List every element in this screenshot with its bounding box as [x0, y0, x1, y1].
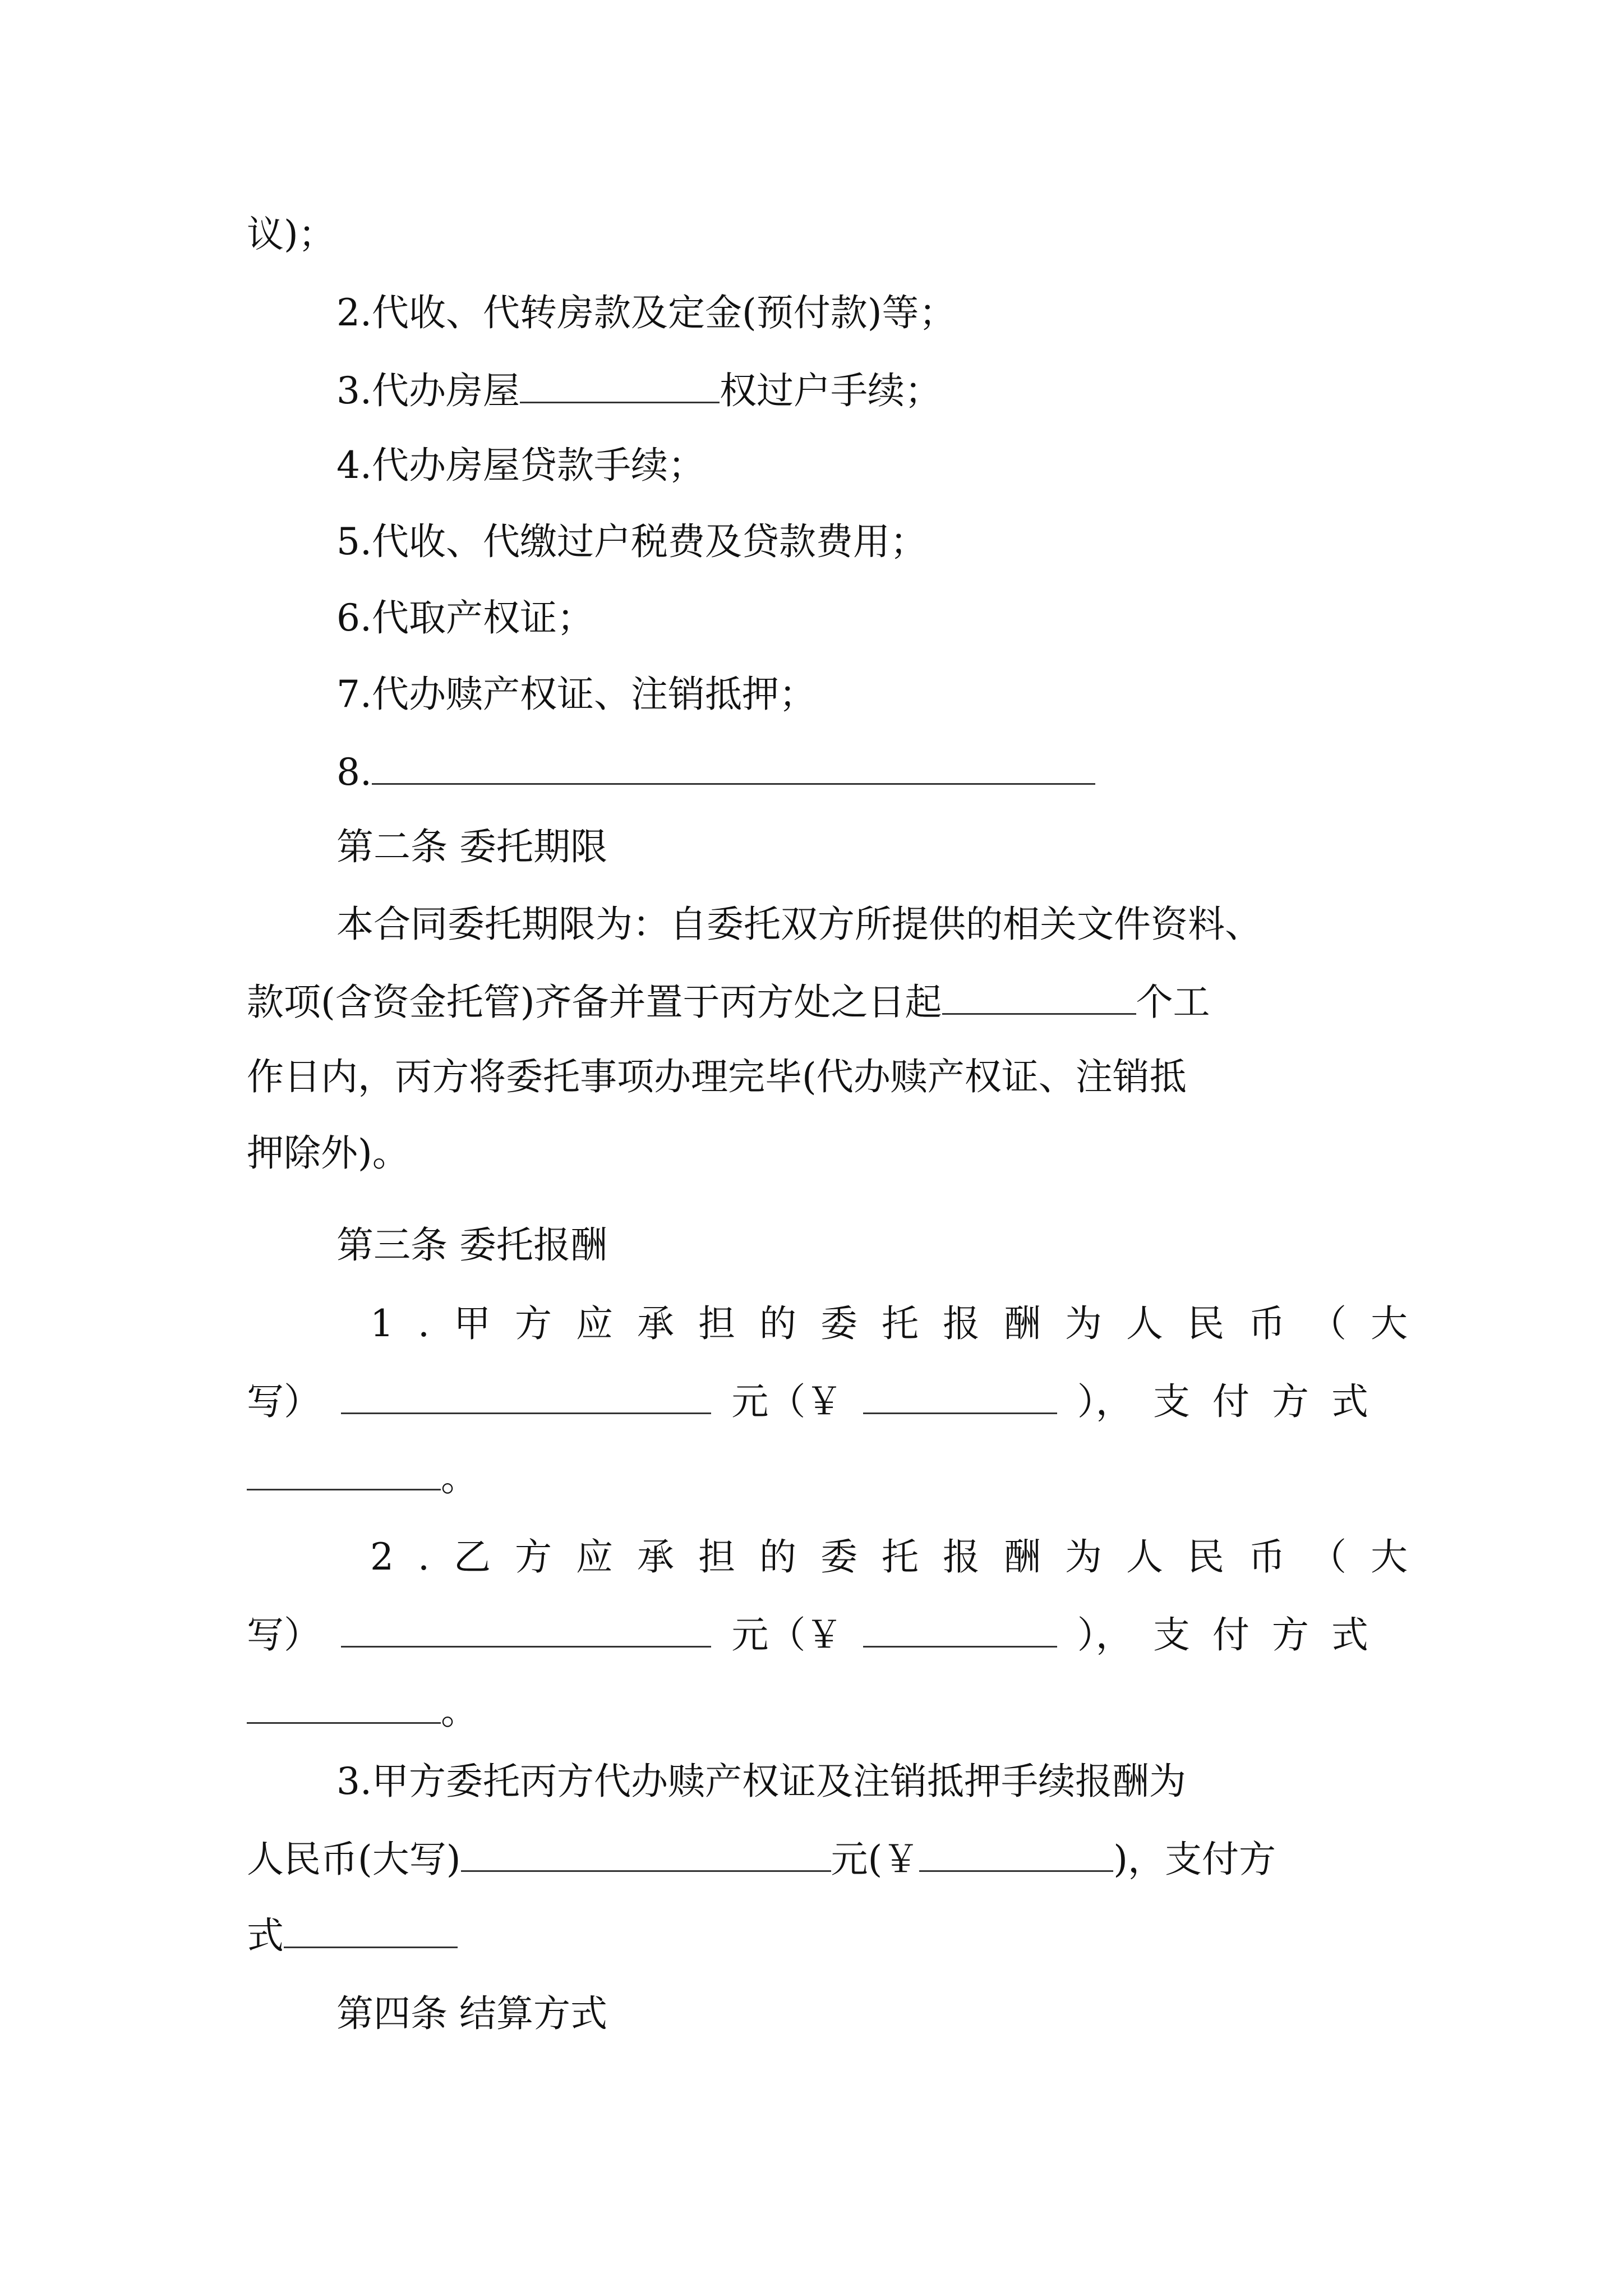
article-4-title — [336, 1991, 607, 2036]
item-8-blank[interactable] — [372, 748, 1095, 785]
item-5 — [336, 519, 927, 564]
article-2-title-text: 第二条 委托期限 — [336, 825, 607, 868]
item-8 — [336, 748, 1095, 795]
fee-2-pay-method-blank[interactable] — [247, 1687, 441, 1724]
fee-3-amount-number-blank[interactable] — [919, 1835, 1113, 1872]
fee-3-line-3 — [247, 1912, 458, 1958]
fee-3-suffix: )，支付方 — [1113, 1838, 1276, 1881]
item-3 — [336, 367, 942, 413]
fee-1-period: 。 — [441, 1456, 478, 1499]
item-2 — [336, 291, 956, 335]
article-2-para-4-text: 押除外)。 — [247, 1131, 409, 1175]
article-2-para-3 — [247, 1055, 1187, 1099]
fee-1-amount-number-blank[interactable] — [863, 1378, 1057, 1414]
item-6-text: 6.代取产权证； — [336, 596, 594, 639]
fee-1-line-1 — [370, 1301, 1432, 1346]
fee-2-line-3 — [247, 1687, 478, 1734]
article-3-title-text: 第三条 委托报酬 — [336, 1223, 607, 1267]
fee-1-line-1-text: 1.甲方应承担的委托报酬为人民币（大 — [370, 1302, 1432, 1345]
article-2-para-2-suffix: 个工 — [1136, 981, 1210, 1024]
fee-2-write: 写） — [247, 1613, 321, 1657]
fee-3-line-2 — [247, 1835, 1276, 1882]
item-3-prefix: 3.代办房屋 — [336, 369, 520, 412]
fee-2-amount-number-blank[interactable] — [863, 1611, 1057, 1648]
article-2-para-4 — [247, 1131, 409, 1176]
fee-3-prefix: 人民币(大写) — [247, 1838, 461, 1881]
article-3-title — [336, 1223, 607, 1268]
fee-1-yuan: 元（￥ — [731, 1380, 843, 1423]
article-2-title — [336, 825, 607, 869]
fee-2-pay-method: 支付方式 — [1152, 1613, 1391, 1657]
article-2-para-2-prefix: 款项(含资金托管)齐备并置于丙方处之日起 — [247, 981, 942, 1024]
fee-3-pay-method-blank[interactable] — [284, 1912, 458, 1948]
fee-1-paren-close: ）， — [1077, 1380, 1133, 1423]
fee-2-paren-close: ）， — [1077, 1613, 1133, 1657]
fee-1-line-2 — [247, 1378, 1391, 1424]
fee-3-line-1-text: 3.甲方委托丙方代办赎产权证及注销抵押手续报酬为 — [336, 1760, 1186, 1803]
fee-1-amount-words-blank[interactable] — [341, 1378, 711, 1414]
article-2-para-3-text: 作日内，丙方将委托事项办理完毕(代办赎产权证、注销抵 — [247, 1055, 1187, 1098]
fee-3-line-1 — [336, 1759, 1186, 1804]
item-8-text: 8. — [336, 751, 372, 794]
fee-2-yuan: 元（￥ — [731, 1613, 843, 1657]
fee-2-line-2 — [247, 1611, 1391, 1658]
item-4 — [336, 443, 705, 488]
article-2-para-1-text: 本合同委托期限为：自委托双方所提供的相关文件资料、 — [336, 903, 1262, 946]
item-2-text: 2.代收、代转房款及定金(预付款)等； — [336, 291, 956, 334]
item-6 — [336, 596, 594, 641]
fee-3-yuan: 元(￥ — [831, 1838, 920, 1881]
work-days-blank[interactable] — [942, 978, 1136, 1015]
fee-2-line-1 — [370, 1535, 1432, 1580]
fee-2-amount-words-blank[interactable] — [341, 1611, 711, 1648]
item-3-blank[interactable] — [520, 367, 720, 403]
fee-2-period: 。 — [441, 1690, 478, 1733]
fee-1-line-3 — [247, 1454, 478, 1501]
fee-1-pay-method-blank[interactable] — [247, 1454, 441, 1490]
item-4-text: 4.代办房屋贷款手续； — [336, 444, 705, 487]
article-2-para-1 — [336, 902, 1262, 947]
item-7 — [336, 672, 816, 717]
continued-line — [247, 212, 335, 257]
item-7-text: 7.代办赎产权证、注销抵押； — [336, 673, 816, 716]
fee-2-line-1-text: 2.乙方应承担的委托报酬为人民币（大 — [370, 1535, 1432, 1579]
item-3-suffix: 权过户手续； — [719, 369, 942, 412]
article-4-title-text: 第四条 结算方式 — [336, 1992, 607, 2035]
fee-3-line-3-text: 式 — [247, 1914, 284, 1957]
article-2-para-2 — [247, 978, 1210, 1025]
item-5-text: 5.代收、代缴过户税费及贷款费用； — [336, 520, 927, 563]
fee-1-pay-method: 支付方式 — [1152, 1380, 1391, 1423]
fee-3-amount-words-blank[interactable] — [461, 1835, 831, 1872]
fee-1-write: 写） — [247, 1380, 321, 1423]
continued-text: 议)； — [247, 213, 335, 256]
